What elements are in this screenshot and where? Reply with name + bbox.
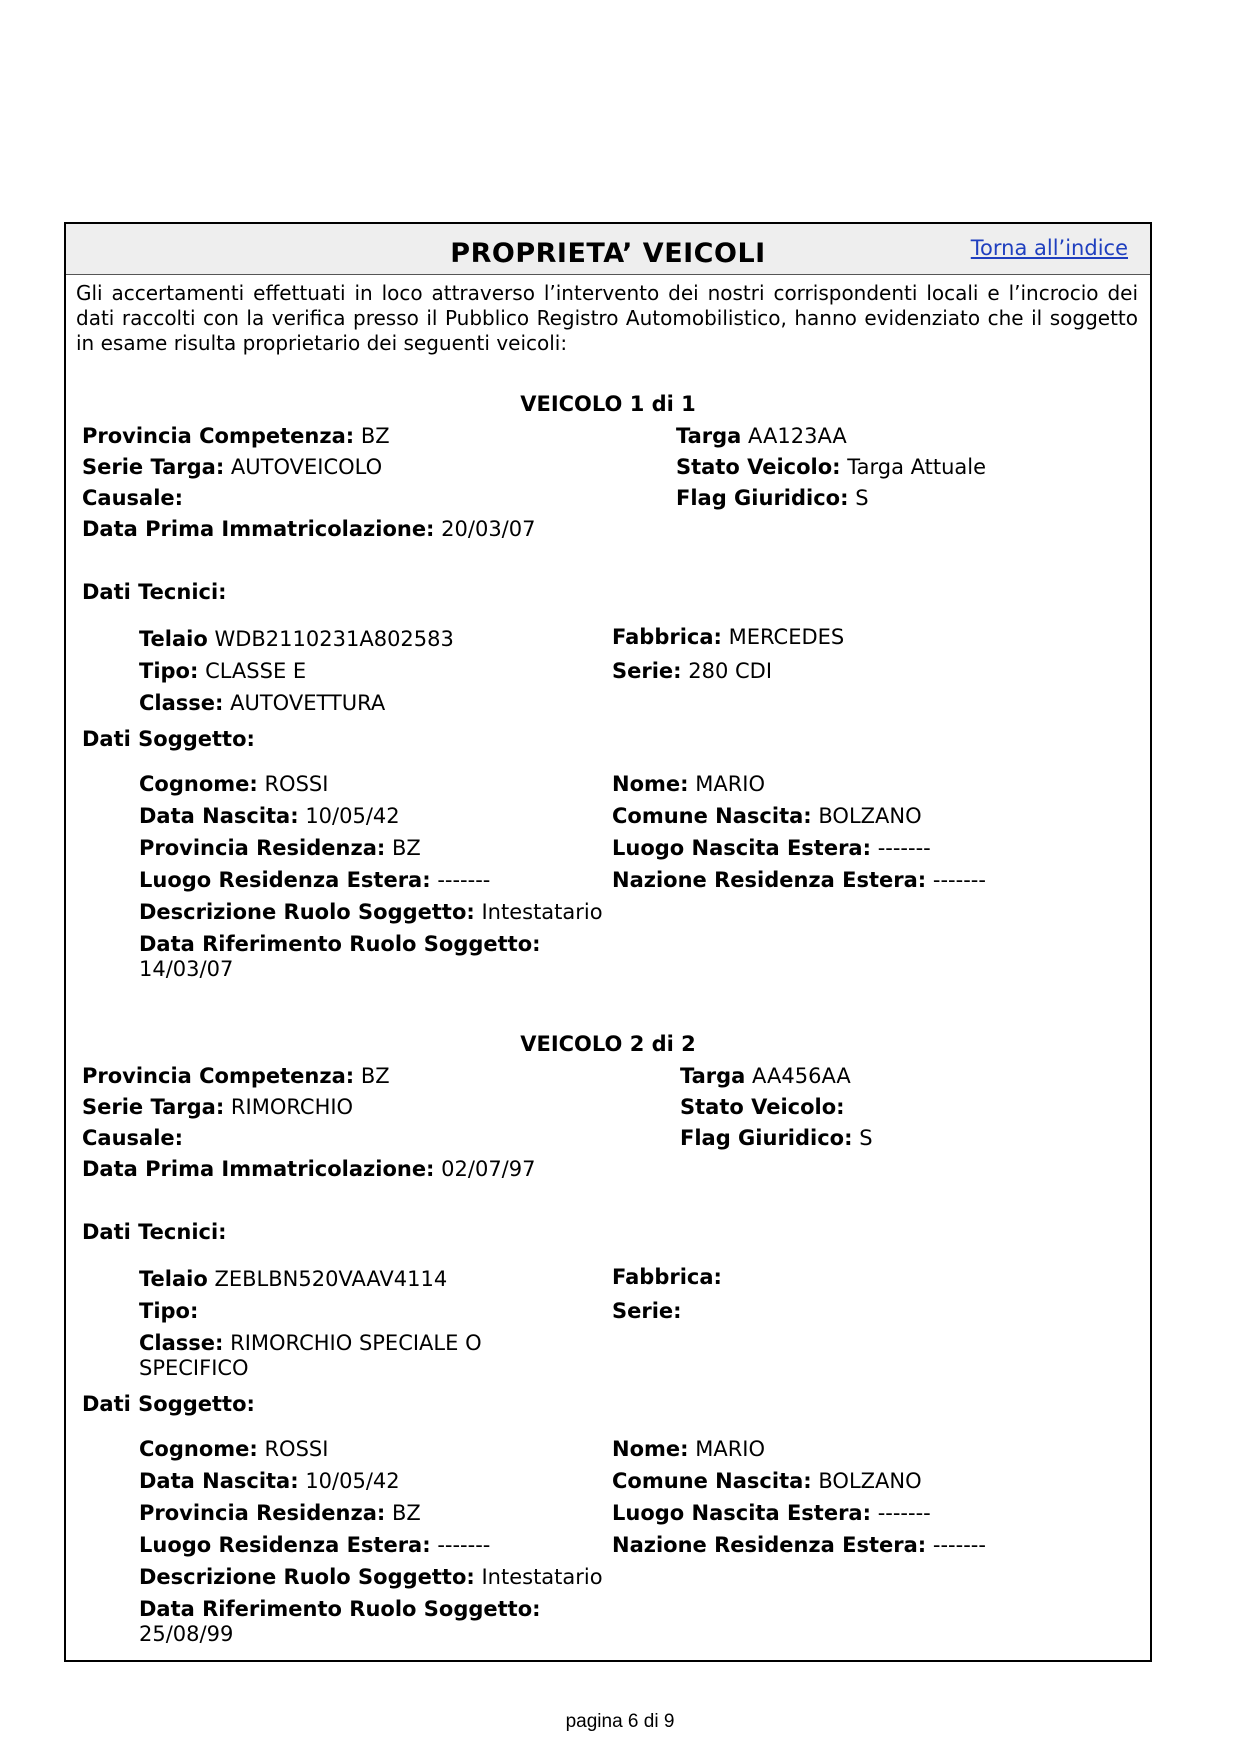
field-data-prima-immatricolazione: Data Prima Immatricolazione: 20/03/07	[82, 517, 536, 541]
page-number: pagina 6 di 9	[565, 1711, 675, 1732]
field-data-riferimento-ruolo-value: 25/08/99	[139, 1622, 234, 1646]
field-comune-nascita: Comune Nascita: BOLZANO	[612, 804, 922, 828]
section-header	[66, 224, 1150, 275]
field-nazione-residenza-estera: Nazione Residenza Estera: -------	[612, 868, 986, 892]
field-descrizione-ruolo: Descrizione Ruolo Soggetto: Intestatario	[139, 1565, 603, 1589]
dati-soggetto-heading: Dati Soggetto:	[82, 1392, 255, 1416]
field-fabbrica: Fabbrica: MERCEDES	[612, 625, 845, 649]
field-fabbrica: Fabbrica:	[612, 1265, 722, 1289]
field-comune-nascita: Comune Nascita: BOLZANO	[612, 1469, 922, 1493]
field-provincia-competenza: Provincia Competenza: BZ	[82, 424, 390, 448]
field-telaio: Telaio ZEBLBN520VAAV4114	[139, 1267, 448, 1291]
field-classe: Classe: RIMORCHIO SPECIALE O	[139, 1331, 482, 1355]
vehicle-heading: VEICOLO 1 di 1	[520, 392, 696, 416]
field-stato-veicolo: Stato Veicolo: Targa Attuale	[676, 455, 987, 479]
field-causale: Causale:	[82, 1126, 184, 1150]
intro-paragraph: Gli accertamenti effettuati in loco attraverso l’intervento dei nostri corrispondenti locali e l’incrocio dei dati raccolti con la verifica presso il Pubblico Registro Automobilistico, hanno evidenziato che il soggetto in esame risulta proprietario dei seguenti veicoli:	[76, 281, 1138, 355]
field-telaio: Telaio WDB2110231A802583	[139, 627, 454, 651]
field-nome: Nome: MARIO	[612, 772, 766, 796]
field-provincia-residenza: Provincia Residenza: BZ	[139, 1501, 421, 1525]
field-cognome: Cognome: ROSSI	[139, 772, 329, 796]
field-stato-veicolo: Stato Veicolo:	[680, 1095, 845, 1119]
field-provincia-residenza: Provincia Residenza: BZ	[139, 836, 421, 860]
field-luogo-nascita-estera: Luogo Nascita Estera: -------	[612, 836, 931, 860]
field-data-prima-immatricolazione: Data Prima Immatricolazione: 02/07/97	[82, 1157, 536, 1181]
field-nazione-residenza-estera: Nazione Residenza Estera: -------	[612, 1533, 986, 1557]
field-flag-giuridico: Flag Giuridico: S	[680, 1126, 873, 1150]
field-serie: Serie: 280 CDI	[612, 659, 773, 683]
field-serie-targa: Serie Targa: AUTOVEICOLO	[82, 455, 383, 479]
field-classe: Classe: AUTOVETTURA	[139, 691, 386, 715]
field-data-riferimento-ruolo-value: 14/03/07	[139, 957, 234, 981]
field-data-nascita: Data Nascita: 10/05/42	[139, 804, 400, 828]
field-tipo: Tipo:	[139, 1299, 199, 1323]
field-luogo-nascita-estera: Luogo Nascita Estera: -------	[612, 1501, 931, 1525]
field-serie: Serie:	[612, 1299, 682, 1323]
dati-tecnici-heading: Dati Tecnici:	[82, 1220, 227, 1244]
field-classe-continued: SPECIFICO	[139, 1356, 249, 1380]
section-title: PROPRIETA’ VEICOLI	[450, 238, 766, 269]
field-tipo: Tipo: CLASSE E	[139, 659, 307, 683]
field-serie-targa: Serie Targa: RIMORCHIO	[82, 1095, 354, 1119]
field-causale: Causale:	[82, 486, 184, 510]
field-luogo-residenza-estera: Luogo Residenza Estera: -------	[139, 1533, 491, 1557]
field-descrizione-ruolo: Descrizione Ruolo Soggetto: Intestatario	[139, 900, 603, 924]
dati-soggetto-heading: Dati Soggetto:	[82, 727, 255, 751]
field-luogo-residenza-estera: Luogo Residenza Estera: -------	[139, 868, 491, 892]
field-data-riferimento-ruolo: Data Riferimento Ruolo Soggetto:	[139, 932, 541, 956]
back-to-index-link[interactable]: Torna all’indice	[970, 236, 1128, 260]
field-targa: Targa AA123AA	[676, 424, 847, 448]
vehicle-heading: VEICOLO 2 di 2	[520, 1032, 696, 1056]
field-targa: Targa AA456AA	[680, 1064, 851, 1088]
field-nome: Nome: MARIO	[612, 1437, 766, 1461]
vehicle-ownership-section	[64, 222, 1152, 1662]
field-data-nascita: Data Nascita: 10/05/42	[139, 1469, 400, 1493]
field-provincia-competenza: Provincia Competenza: BZ	[82, 1064, 390, 1088]
field-flag-giuridico: Flag Giuridico: S	[676, 486, 869, 510]
field-cognome: Cognome: ROSSI	[139, 1437, 329, 1461]
field-data-riferimento-ruolo: Data Riferimento Ruolo Soggetto:	[139, 1597, 541, 1621]
dati-tecnici-heading: Dati Tecnici:	[82, 580, 227, 604]
